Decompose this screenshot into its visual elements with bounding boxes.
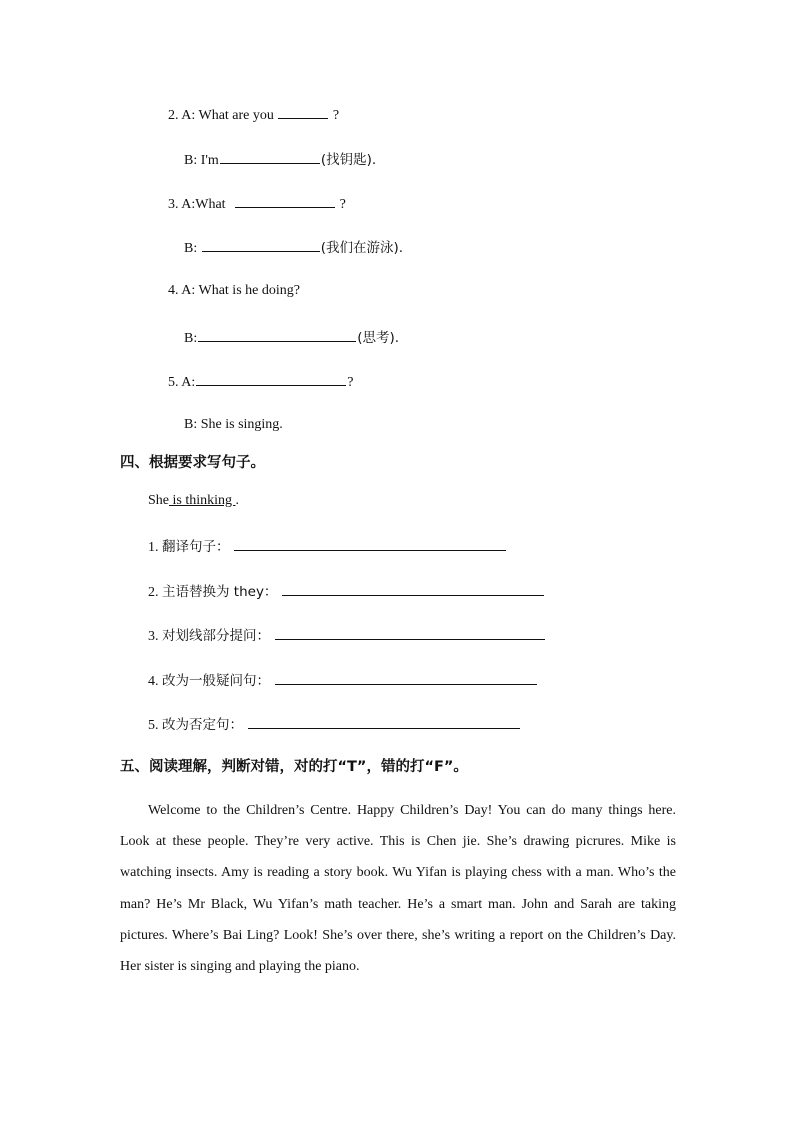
task-4-answer-blank[interactable] <box>275 670 537 685</box>
q3-question-text: A:What <box>181 197 226 212</box>
q2-answer-blank[interactable] <box>278 104 328 119</box>
sentence-underlined-part: is thinking <box>169 493 236 508</box>
section4-sentence <box>148 492 239 510</box>
task-5-answer-blank[interactable] <box>248 714 520 729</box>
task-5-label: 改为否定句： <box>162 717 243 733</box>
task-3-label: 对划线部分提问： <box>162 628 270 644</box>
task-2-number: 2. <box>148 585 159 600</box>
task-3 <box>148 625 546 646</box>
q2-response <box>184 149 376 170</box>
q5-question-text: A: <box>181 375 196 390</box>
reading-passage <box>120 795 676 982</box>
q5-question <box>168 371 353 392</box>
sentence-subject: She <box>148 493 169 508</box>
q2-hint: (找钥匙). <box>320 152 377 168</box>
q4-hint: (思考). <box>357 330 400 346</box>
q3-response-blank[interactable] <box>202 237 320 252</box>
q3-number: 3. <box>168 197 179 212</box>
task-2-answer-blank[interactable] <box>282 581 544 596</box>
q4-question <box>168 282 300 300</box>
task-3-number: 3. <box>148 629 159 644</box>
task-2 <box>148 581 545 602</box>
section4-heading: 四、根据要求写句子。 <box>120 455 265 471</box>
section5-heading: 五、阅读理解，判断对错，对的打“T”，错的打“F”。 <box>120 759 468 775</box>
q4-response-blank[interactable] <box>198 327 356 342</box>
q3-hint: (我们在游泳). <box>320 240 404 256</box>
q5-question-end: ? <box>347 375 354 390</box>
passage-text: Welcome to the Children’s Centre. Happy Children’s Day! You can do many things here. Look at these people. They’re very active. This is Chen jie. She’s drawing picrures. Mike is watching insects. Amy is reading a story book. Wu Yifan is playing chess with a man. Who’s the man? He’s Mr Black, Wu Yifan’s math teacher. He’s a smart man. John and Sarah are taking pictures. Where’s Bai Ling? Look! She’s over there, she’s writing a report on the Children’s Day. Her sister is singing and playing the piano. <box>120 803 676 975</box>
q3-response <box>184 237 403 258</box>
q2-question-end: ? <box>332 108 340 123</box>
task-2-label: 主语替换为 they： <box>162 584 278 600</box>
q2-question <box>168 104 339 125</box>
task-1-label: 翻译句子： <box>162 539 230 555</box>
q5-answer-blank[interactable] <box>196 371 346 386</box>
q5-response <box>184 416 283 434</box>
q5-response-text: B: She is singing. <box>184 417 283 432</box>
q3-question-end: ? <box>339 197 346 212</box>
q2-response-text: B: I'm <box>184 153 219 168</box>
task-4 <box>148 670 538 691</box>
task-1-number: 1. <box>148 540 159 555</box>
q3-question <box>168 193 346 214</box>
task-1 <box>148 536 507 557</box>
task-4-label: 改为一般疑问句： <box>162 673 270 689</box>
q4-number: 4. <box>168 283 179 298</box>
task-1-answer-blank[interactable] <box>234 536 506 551</box>
q2-response-blank[interactable] <box>220 149 320 164</box>
q4-question-text: A: What is he doing? <box>181 283 300 298</box>
q2-question-text: A: What are you <box>181 108 274 123</box>
q2-number: 2. <box>168 108 179 123</box>
q3-answer-blank[interactable] <box>235 193 335 208</box>
q4-response-text: B: <box>184 331 198 346</box>
q4-response <box>184 327 399 348</box>
task-5-number: 5. <box>148 718 159 733</box>
task-5 <box>148 714 521 735</box>
sentence-period: . <box>235 493 240 508</box>
task-4-number: 4. <box>148 674 159 689</box>
q5-number: 5. <box>168 375 179 390</box>
q3-response-text: B: <box>184 241 198 256</box>
task-3-answer-blank[interactable] <box>275 625 545 640</box>
